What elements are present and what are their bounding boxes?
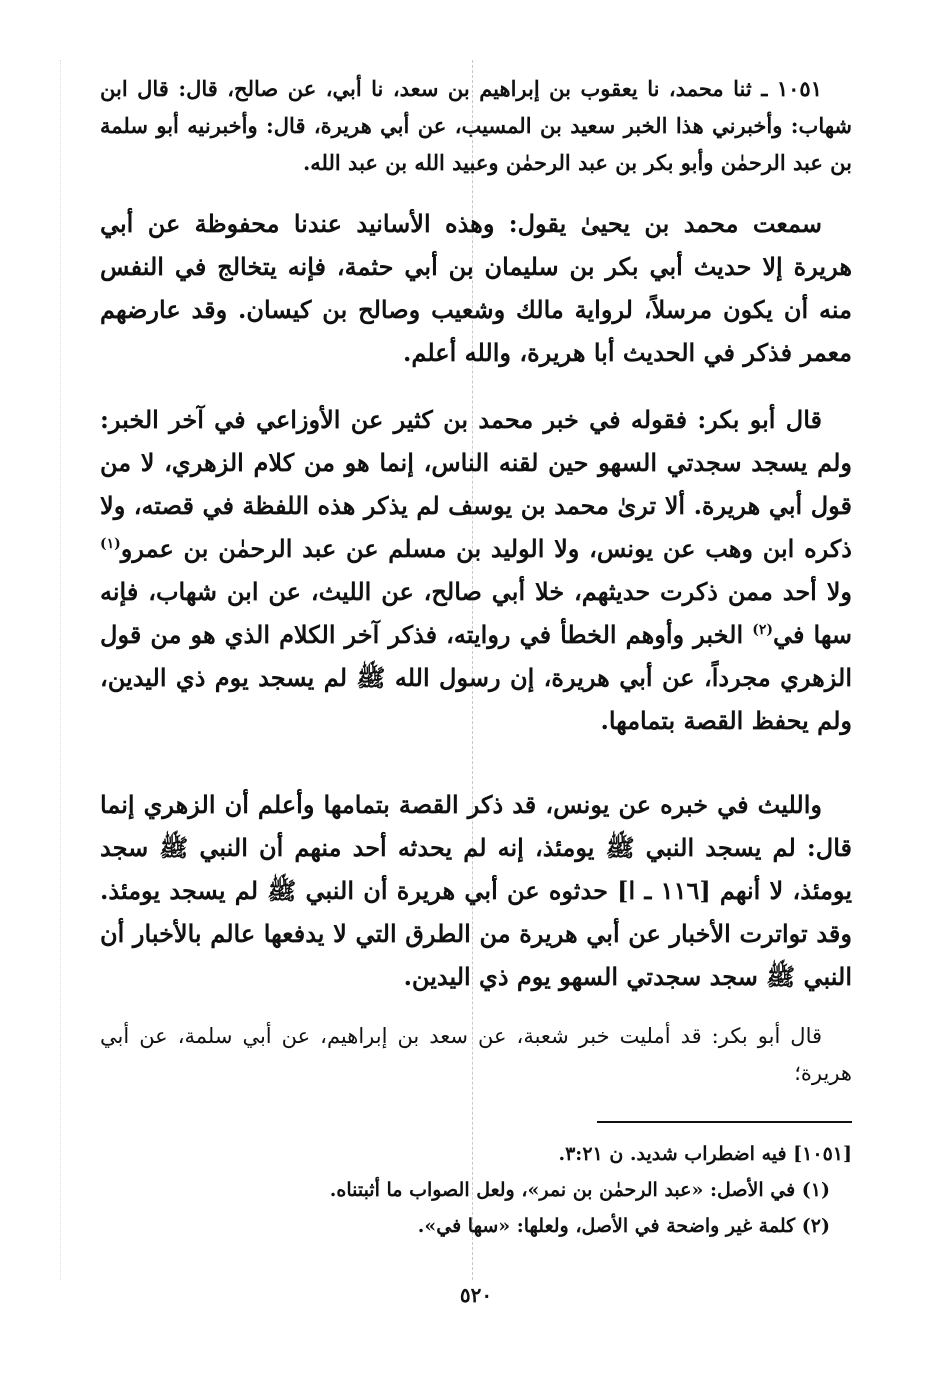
commentary-paragraph-abu-bakr [100, 398, 852, 742]
footnote-ref-2: (٢) [752, 622, 773, 638]
paragraph-text [100, 398, 852, 742]
footnotes-section [100, 1136, 852, 1244]
closing-paragraph [100, 1018, 852, 1092]
footnote-1: (١) في الأصل: «عبد الرحمٰن بن نمر»، ولعل الصواب ما أثبتناه. [329, 1179, 830, 1201]
hadith-1051-paragraph [100, 70, 852, 181]
footnote-2: (٢) كلمة غير واضحة في الأصل، ولعلها: «سها في». [417, 1215, 830, 1237]
commentary-paragraph-layth [100, 783, 852, 998]
paragraph-text: ١٠٥١ ـ ثنا محمد، نا يعقوب بن إبراهيم بن سعد، نا أبي، عن صالح، قال: قال ابن شهاب: وأخبرني هذا الخبر سعيد بن المسيب، عن أبي هريرة، قال: وأخبرنيه أبو سلمة بن عبد الرحمٰن وأبو بكر بن عبد الرحمٰن وعبيد الله بن عبد الله. [100, 76, 852, 175]
commentary-paragraph-yahya [100, 202, 852, 374]
footnote-grading: [١٠٥١] فيه اضطراب شديد. ن ٣:٢١. [558, 1143, 852, 1165]
paragraph-text: والليث في خبره عن يونس، قد ذكر القصة بتمامها وأعلم أن الزهري إنما قال: لم يسجد النبي ﷺ يومئذ، إنه لم يحدثه أحد منهم أن النبي ﷺ سجد يومئذ، لا أنهم [١١٦ ـ ا] حدثوه عن أبي هريرة أن النبي ﷺ لم يسجد يومئذ. وقد تواترت الأخبار عن أبي هريرة من الطرق التي لا يدفعها عالم بالأخبار أن النبي ﷺ سجد سجدتي السهو يوم ذي اليدين. [100, 790, 852, 991]
scan-edge-line [60, 60, 61, 1280]
footnote-divider [597, 1121, 852, 1123]
paragraph-segment: الخبر وأوهم الخطأ في روايته، فذكر آخر الكلام الذي هو من قول الزهري مجرداً، عن أبي هريرة، إن رسول الله ﷺ لم يسجد يوم ذي اليدين، ولم يحفظ القصة بتمامها. [100, 620, 852, 735]
paragraph-segment: قال أبو بكر: فقوله في خبر محمد بن كثير عن الأوزاعي في آخر الخبر: ولم يسجد سجدتي السهو حين لقنه الناس، إنما هو من كلام الزهري، لا من قول أبي هريرة. ألا ترىٰ محمد بن يوسف لم يذكر هذه اللفظة في قصته، ولا ذكره ابن وهب عن يونس، ولا الوليد بن مسلم عن عبد الرحمٰن بن عمرو [100, 405, 852, 563]
paragraph-segment: ولا أحد ممن ذكرت حديثهم، خلا أبي صالح، عن الليث، عن ابن شهاب، فإنه سها في [100, 577, 853, 649]
page-number: ٥٢٠ [459, 1283, 493, 1307]
paragraph-text: سمعت محمد بن يحيىٰ يقول: وهذه الأسانيد عندنا محفوظة عن أبي هريرة إلا حديث أبي بكر بن سليمان بن أبي حثمة، فإنه يتخالج في النفس منه أن يكون مرسلاً، لرواية مالك وشعيب وصالح بن كيسان. وقد عارضهم معمر فذكر في الحديث أبا هريرة، والله أعلم. [100, 209, 852, 367]
paragraph-text: قال أبو بكر: قد أمليت خبر شعبة، عن سعد بن إبراهيم، عن أبي سلمة، عن أبي هريرة؛ [100, 1024, 852, 1085]
footnote-ref-1: (١) [100, 536, 121, 552]
